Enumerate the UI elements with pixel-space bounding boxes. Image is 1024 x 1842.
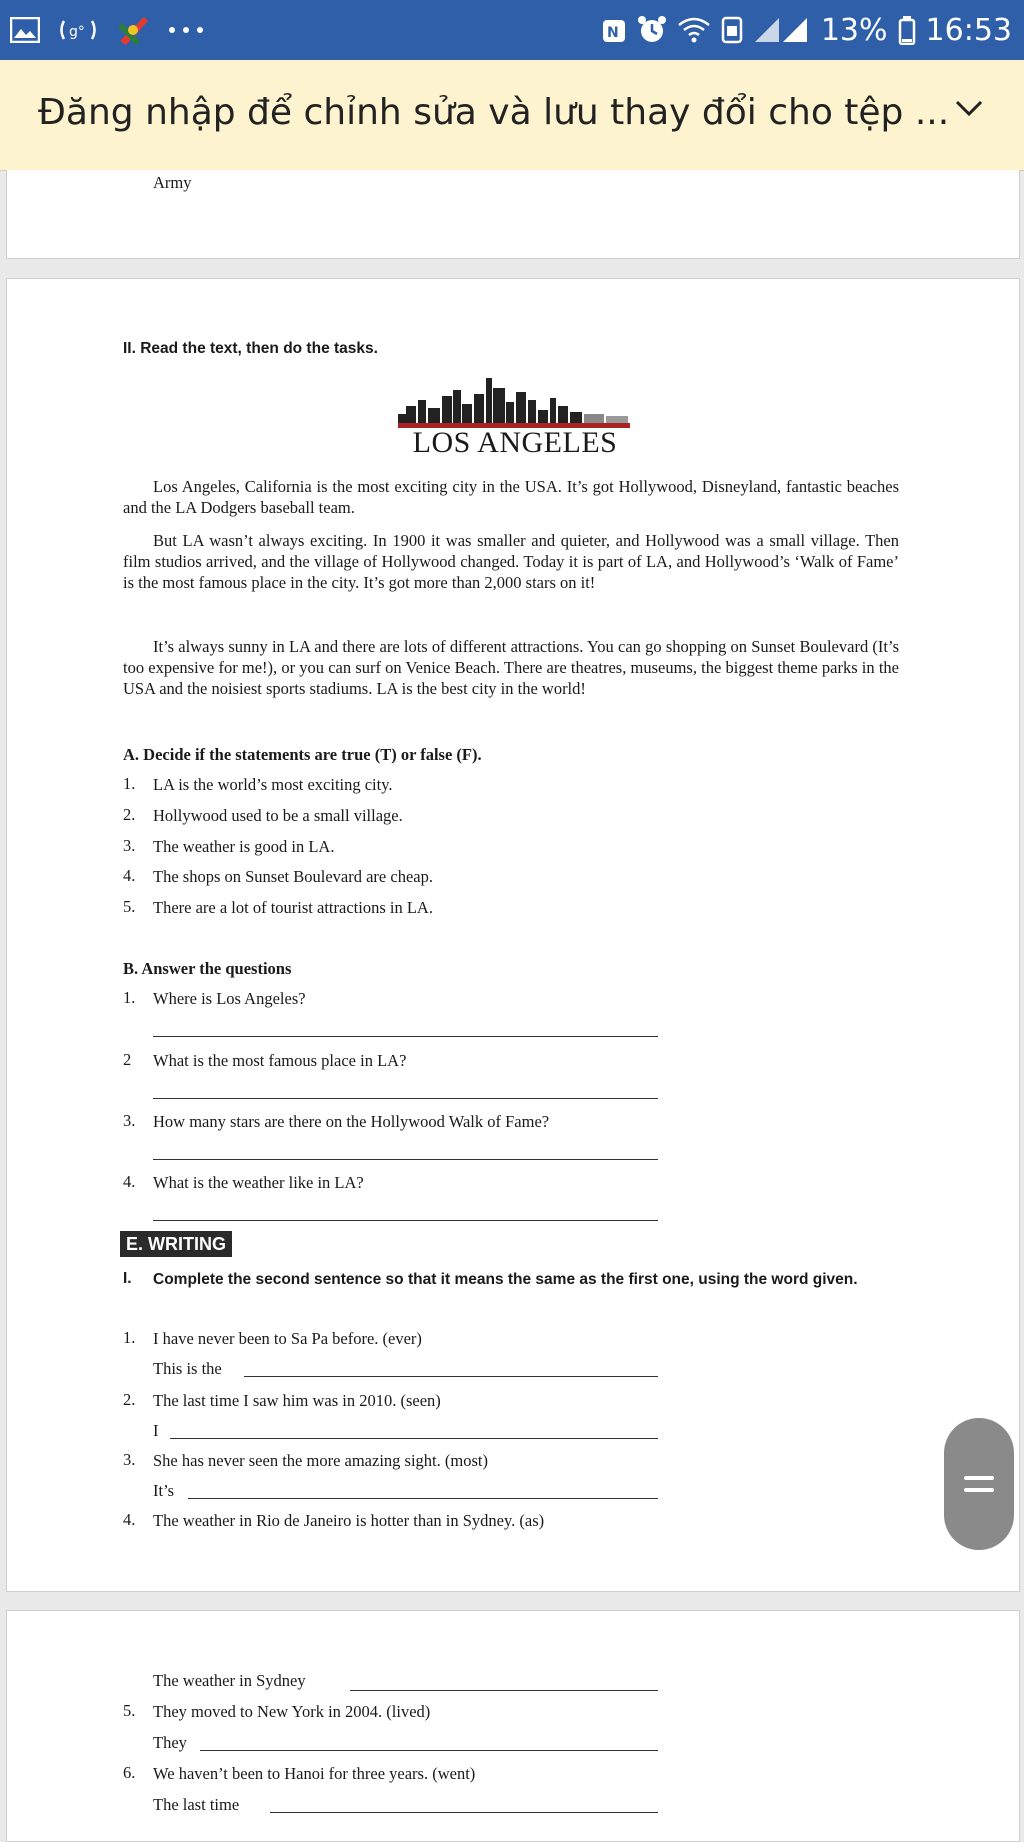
clock: 16:53 [925, 12, 1012, 48]
svg-text:N: N [606, 25, 619, 41]
writing-num: 4. [123, 1510, 136, 1529]
writing-section-tag: E. WRITING [120, 1231, 232, 1257]
task-b-item: What is the most famous place in LA? [153, 1051, 407, 1070]
answer-line[interactable] [170, 1438, 658, 1439]
battery-icon [898, 15, 916, 45]
writing-item: I have never been to Sa Pa before. (ever) [153, 1329, 422, 1348]
task-a-item: LA is the world’s most exciting city. [153, 775, 393, 794]
answer-line[interactable] [188, 1498, 658, 1499]
writing-heading: Complete the second sentence so that it means the same as the first one, using the word given. [153, 1271, 858, 1288]
la-skyline-image [398, 376, 630, 428]
writing-start: The last time [153, 1795, 240, 1814]
task-a-item: There are a lot of tourist attractions in LA. [153, 898, 433, 917]
task-b-item: What is the weather like in LA? [153, 1173, 364, 1192]
writing-num: 6. [123, 1763, 136, 1782]
task-b-num: 2 [123, 1050, 132, 1069]
page1-word: Army [153, 173, 192, 192]
answer-line[interactable] [153, 1098, 658, 1099]
status-bar [0, 0, 1024, 60]
chevron-down-icon[interactable] [954, 98, 984, 118]
answer-line[interactable] [153, 1159, 658, 1160]
task-b-num: 3. [123, 1111, 136, 1130]
writing-num: 5. [123, 1701, 136, 1720]
banner-text: Đăng nhập để chỉnh sửa và lưu thay đổi cho tệp ... [38, 92, 950, 133]
task-b-title: B. Answer the questions [123, 959, 292, 978]
alarm-icon [637, 15, 667, 45]
section-heading: II. Read the text, then do the tasks. [123, 340, 378, 357]
writing-start: This is the [153, 1359, 222, 1378]
writing-num: 3. [123, 1450, 136, 1469]
answer-line[interactable] [153, 1036, 658, 1037]
task-a-title: A. Decide if the statements are true (T) or false (F). [123, 745, 482, 764]
sim-icon [721, 16, 743, 44]
image-icon [10, 17, 40, 43]
more-dots-icon [168, 25, 204, 35]
writing-item: They moved to New York in 2004. (lived) [153, 1702, 431, 1721]
writing-num: 1. [123, 1328, 136, 1347]
paragraph-3: It’s always sunny in LA and there are lots of different attractions. You can go shopping on Sunset Boulevard (It’s too expensive for me!), or you can surf on Venice Beach. There are theatres, museums, the biggest theme parks in the USA and the noisiest sports stadiums. LA is the best city in the world! [123, 637, 899, 698]
image-title: LOS ANGELES [412, 426, 618, 459]
task-a-item: The weather is good in LA. [153, 837, 335, 856]
scroll-handle[interactable] [944, 1418, 1014, 1550]
task-a-item: Hollywood used to be a small village. [153, 806, 403, 825]
paragraph-1: Los Angeles, California is the most exciting city in the USA. It’s got Hollywood, Disneyland, fantastic beaches and the LA Dodgers baseball team. [123, 477, 899, 517]
writing-start: The weather in Sydney [153, 1671, 306, 1690]
wifi-icon [677, 16, 711, 44]
battery-percent: 13% [820, 12, 888, 48]
task-a-num: 2. [123, 805, 136, 824]
task-a-num: 3. [123, 836, 136, 855]
task-a-num: 5. [123, 897, 136, 916]
writing-num: 2. [123, 1390, 136, 1409]
answer-line[interactable] [350, 1690, 658, 1691]
writing-start: It’s [153, 1481, 175, 1500]
task-b-item: How many stars are there on the Hollywood Walk of Fame? [153, 1112, 550, 1131]
writing-heading-num: I. [123, 1270, 132, 1287]
nfc-icon [601, 16, 627, 44]
task-b-num: 4. [123, 1172, 136, 1191]
signal-icon [753, 16, 811, 44]
answer-line[interactable] [200, 1750, 658, 1751]
task-a-num: 1. [123, 774, 136, 793]
answer-line[interactable] [244, 1376, 658, 1377]
task-b-num: 1. [123, 988, 136, 1007]
writing-item: The last time I saw him was in 2010. (seen) [153, 1391, 441, 1410]
sign-in-banner[interactable] [0, 60, 1024, 171]
document-page-1 [6, 170, 1020, 259]
task-a-num: 4. [123, 866, 136, 885]
task-b-item: Where is Los Angeles? [153, 989, 306, 1008]
answer-line[interactable] [270, 1812, 658, 1813]
answer-line[interactable] [153, 1220, 658, 1221]
svg-text:g°: g° [69, 24, 85, 40]
writing-start: I [153, 1421, 159, 1440]
app-icon [116, 13, 150, 47]
paragraph-2: But LA wasn’t always exciting. In 1900 it was smaller and quieter, and Hollywood was a small village. Then film studios arrived, and the village of Hollywood changed. Today it is part of LA, and Hollywood’s ‘Walk of Fame’ is the most famous place in the city. It’s got more than 2,000 stars on it! [123, 531, 899, 592]
writing-start: They [153, 1733, 187, 1752]
cast-icon [58, 17, 98, 43]
task-a-item: The shops on Sunset Boulevard are cheap. [153, 867, 433, 886]
writing-item: We haven’t been to Hanoi for three years. (went) [153, 1764, 476, 1783]
writing-item: The weather in Rio de Janeiro is hotter than in Sydney. (as) [153, 1511, 545, 1530]
writing-item: She has never seen the more amazing sight. (most) [153, 1451, 488, 1470]
